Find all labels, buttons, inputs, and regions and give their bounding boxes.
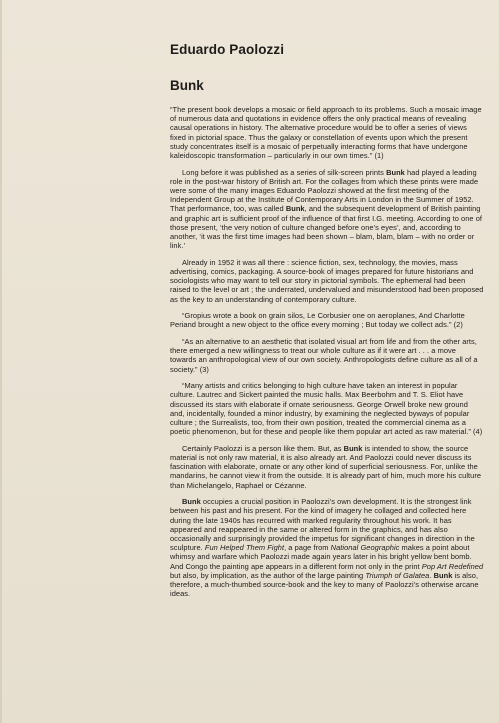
text-run: had played a leading role in the post-war history of British art. For the collages from which these prints were made were some of the many images Eduardo Paolozzi showed at the first meeting of the Independent Group at the Institute of Contemporary Arts in London in the Summer of 1952. That performance, too, was called: [170, 167, 479, 214]
text-run: occupies a crucial position in Paolozzi’s own development. It is the strongest link between his past and his present. For the kind of imagery he collaged and collected here during the late 1940s has recurred with marked regularity throughout his work. It has appeared and reappeared in the same or altered form in the graphics, and has also occasionally and surprisingly provided the impetus for significant changes in direction in the sculpture.: [170, 497, 475, 553]
italic-title: Triumph of Galatea: [365, 570, 430, 580]
paragraph-8: [170, 497, 484, 598]
text-run: “As an alternative to an aesthetic that isolated visual art from life and from the other arts, there emerged a new willingness to treat our whole culture as if it were art . . . a move towards an anthropological view of our own society. Anthropologists define culture as all of a society.” (3): [170, 337, 478, 374]
italic-title: National Geographic: [330, 543, 400, 553]
text-run: , a page from: [284, 543, 331, 553]
bold-text: Bunk: [386, 167, 405, 177]
bold-text: Bunk: [182, 497, 201, 507]
italic-title: Pop Art Redefined: [421, 561, 484, 571]
bold-text: Bunk: [285, 204, 305, 214]
paragraph-7: [170, 444, 484, 490]
text-run: Already in 1952 it was all there : science fiction, sex, technology, the movies, mass advertising, comics, packaging. A source-book of images prepared for future historians and sociologists who may want to tell our story in pictorial symbols. The ephemeral had been raised to the level or art ; the underrated, undervalued and misunderstood had been proposed as the key to an understanding of contemporary culture.: [170, 257, 484, 304]
paragraph-2: [170, 168, 484, 251]
text-run: , and the subsequent development of British painting and graphic art is sufficient proof of the influence of that first I.G. meeting. According to one of those present, ‘the very notion of culture changed before one’s eyes’, and, according to another, ‘it was the first time images had been shown – blam, blam, blam – with no order or link.’: [170, 204, 483, 251]
paragraph-1: [170, 105, 484, 160]
body-text: [170, 105, 484, 606]
text-run: but also, by implication, as the author of the large painting: [170, 570, 366, 580]
author-heading: Eduardo Paolozzi: [170, 42, 285, 57]
paragraph-6: [170, 381, 484, 436]
text-run: makes a point about whimsy and warfare which Paolozzi made again years later in his bright yellow bent bomb. And Congo the painting ape appears in a different form not only in the print: [170, 543, 472, 571]
text-run: is also, therefore, a much-thumbed source-book and the key to many of Paolozzi’s otherwise arcane ideas.: [170, 570, 479, 599]
text-run: “The present book develops a mosaic or field approach to its problems. Such a mosaic image of numerous data and quotations in evidence offers the only practical means of revealing causal operations in history. The alternative procedure would be to offer a series of views fixed in pictorial space. Thus the galaxy or constellation of events upon which the present study concentrates itself is a mosaic of perpetually interacting forms that have undergone kaleidoscopic transformation – particularly in our own times.” (1): [170, 105, 482, 161]
bold-text: Bunk: [343, 443, 363, 453]
text-run: .: [429, 570, 434, 580]
bold-text: Bunk: [433, 570, 453, 580]
title-heading: Bunk: [170, 78, 204, 93]
text-run: Long before it was published as a series of silk-screen prints: [182, 167, 387, 177]
text-run: Certainly Paolozzi is a person like them. But, as: [182, 443, 344, 453]
text-run: “Gropius wrote a book on grain silos, Le Corbusier one on aeroplanes, And Charlotte Periand brought a new object to the office every morning ; But today we collect ads.” (2): [170, 311, 465, 330]
paragraph-4: [170, 311, 484, 329]
italic-title: Fun Helped Them Fight: [204, 543, 285, 553]
text-run: “Many artists and critics belonging to high culture have taken an interest in popular culture. Lautrec and Sickert painted the music halls. Max Beerbohm and T. S. Eliot have discussed its stars with elaborate if ornate seriousness. George Orwell broke new ground and, incidentally, founded a minor industry, by examining the neglected byways of popular culture ; the Surrealists, too, from their own position, treated the commercial cinema as a poetic phenomenon, but for these and people like them popular art acted as raw material.” (4): [170, 381, 483, 437]
paragraph-5: [170, 337, 484, 374]
paragraph-3: [170, 258, 484, 304]
text-run: is intended to show, the source material is not only raw material, it is also already art. And Paolozzi could never discuss its fascination with elaborate, ornate or any other kind of superficial seriousness. For, unlike the mandarins, he cannot view it from the outside. It is already part of him, much more his culture than Michelangelo, Raphael or Cézanne.: [170, 443, 482, 490]
